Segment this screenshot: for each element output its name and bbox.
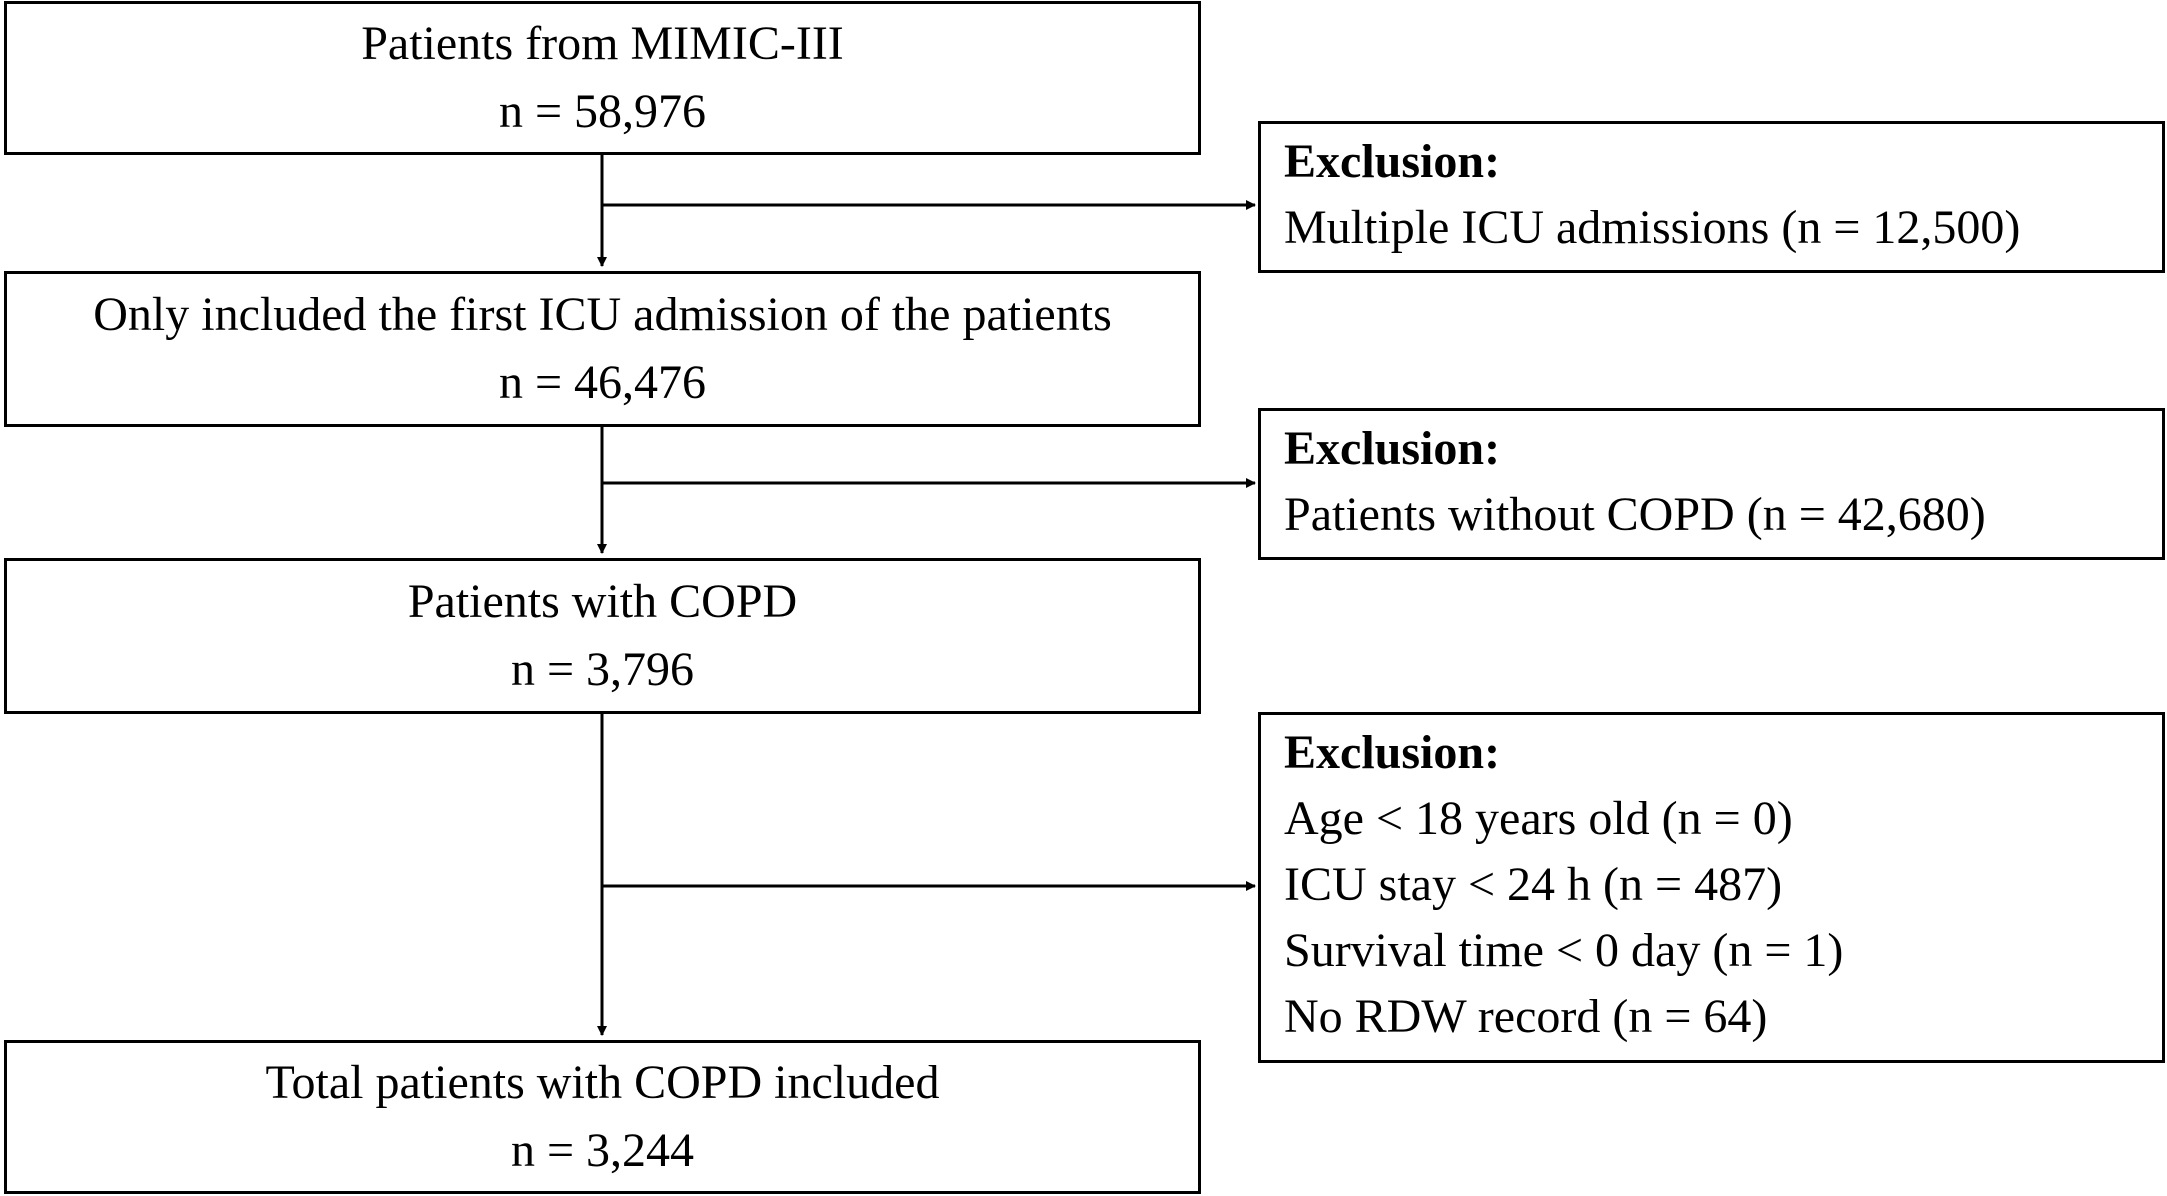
step-count: n = 46,476 [498, 356, 707, 409]
exclusion-box-3 [1258, 712, 2165, 1063]
step-title: Patients from MIMIC-III [361, 17, 844, 70]
exclusion-item: Survival time < 0 day (n = 1) [1284, 924, 1844, 977]
step-box-total-included [4, 1040, 1201, 1194]
step-box-mimic [4, 1, 1201, 155]
step-count: n = 3,244 [510, 1124, 695, 1177]
exclusion-box-1 [1258, 121, 2165, 273]
exclusion-heading: Exclusion: [1284, 135, 1501, 188]
exclusion-heading: Exclusion: [1284, 726, 1501, 779]
step-title: Total patients with COPD included [265, 1056, 940, 1109]
exclusion-box-2 [1258, 408, 2165, 560]
step-count: n = 3,796 [510, 643, 695, 696]
exclusion-item: ICU stay < 24 h (n = 487) [1284, 858, 1783, 911]
exclusion-item: No RDW record (n = 64) [1284, 990, 1768, 1043]
step-title: Patients with COPD [407, 575, 798, 628]
exclusion-item: Multiple ICU admissions (n = 12,500) [1284, 201, 2021, 254]
step-box-copd [4, 558, 1201, 714]
step-box-first-icu [4, 271, 1201, 427]
step-title: Only included the first ICU admission of the patients [93, 288, 1112, 341]
exclusion-item: Patients without COPD (n = 42,680) [1284, 488, 1986, 541]
step-count: n = 58,976 [498, 85, 707, 138]
exclusion-item: Age < 18 years old (n = 0) [1284, 792, 1793, 845]
exclusion-heading: Exclusion: [1284, 422, 1501, 475]
